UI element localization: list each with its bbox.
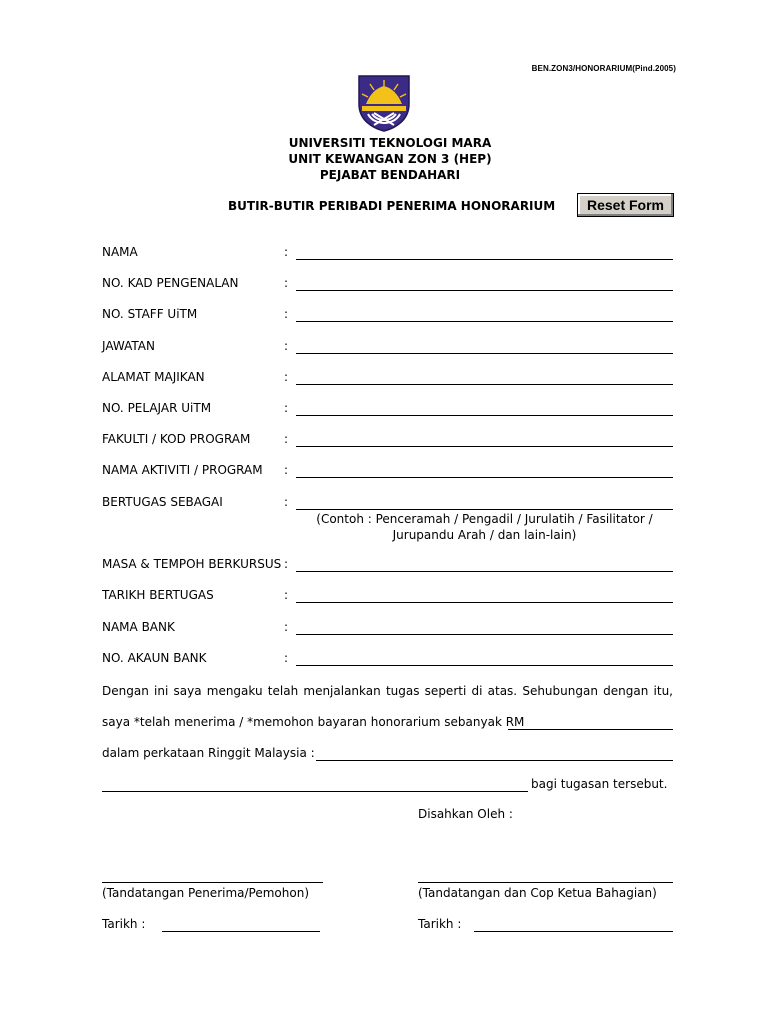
- field-colon: :: [284, 401, 289, 415]
- field-label: NAMA: [102, 245, 138, 259]
- field-input-line[interactable]: [296, 665, 673, 666]
- field-colon: :: [284, 620, 289, 634]
- head-date-label: Tarikh :: [418, 917, 462, 931]
- form-title: BUTIR-BUTIR PERIBADI PENERIMA HONORARIUM: [228, 199, 556, 213]
- recipient-date-label: Tarikh :: [102, 917, 146, 931]
- head-signature-label: (Tandatangan dan Cop Ketua Bahagian): [418, 886, 657, 900]
- institution-header: [0, 135, 768, 183]
- field-row: [0, 339, 768, 357]
- recipient-date-field[interactable]: [162, 931, 320, 932]
- field-input-line[interactable]: [296, 602, 673, 603]
- university-name: UNIVERSITI TEKNOLOGI MARA: [288, 136, 492, 150]
- field-label: MASA & TEMPOH BERKURSUS: [102, 557, 282, 571]
- field-row: [0, 276, 768, 294]
- field-colon: :: [284, 432, 289, 446]
- field-input-line[interactable]: [296, 509, 673, 510]
- recipient-signature-field[interactable]: [102, 882, 323, 883]
- field-row: [0, 401, 768, 419]
- field-label: TARIKH BERTUGAS: [102, 588, 214, 602]
- uitm-crest-logo: [356, 74, 412, 132]
- field-colon: :: [284, 463, 289, 477]
- field-label: FAKULTI / KOD PROGRAM: [102, 432, 251, 446]
- field-row: [0, 370, 768, 388]
- field-colon: :: [284, 276, 289, 290]
- role-examples-line-2: Jurupandu Arah / dan lain-lain): [392, 528, 577, 542]
- field-label: NO. PELAJAR UiTM: [102, 401, 212, 415]
- field-input-line[interactable]: [296, 321, 673, 322]
- field-colon: :: [284, 245, 289, 259]
- verified-by-label: Disahkan Oleh :: [418, 807, 513, 821]
- field-row: [0, 307, 768, 325]
- head-signature-field[interactable]: [418, 882, 673, 883]
- field-label: NO. KAD PENGENALAN: [102, 276, 239, 290]
- field-row: [0, 620, 768, 638]
- field-colon: :: [284, 588, 289, 602]
- field-input-line[interactable]: [296, 353, 673, 354]
- declaration-line-3: dalam perkataan Ringgit Malaysia :: [102, 746, 315, 760]
- field-colon: :: [284, 370, 289, 384]
- field-input-line[interactable]: [296, 446, 673, 447]
- field-input-line[interactable]: [296, 571, 673, 572]
- field-label: NAMA BANK: [102, 620, 175, 634]
- field-row: [0, 245, 768, 263]
- declaration-text-1: Dengan ini saya mengaku telah menjalankan tugas seperti di atas. Sehubungan dengan itu,: [102, 684, 673, 698]
- role-examples-line-1: (Contoh : Penceramah / Pengadil / Jurulatih / Fasilitator /: [316, 512, 653, 526]
- field-colon: :: [284, 339, 289, 353]
- field-label: NO. STAFF UiTM: [102, 307, 198, 321]
- field-input-line[interactable]: [296, 634, 673, 635]
- role-examples-hint: [296, 511, 673, 543]
- field-input-line[interactable]: [296, 415, 673, 416]
- declaration-line-4: bagi tugasan tersebut.: [531, 777, 668, 791]
- field-label: NAMA AKTIVITI / PROGRAM: [102, 463, 263, 477]
- field-colon: :: [284, 557, 289, 571]
- field-input-line[interactable]: [296, 477, 673, 478]
- unit-name: UNIT KEWANGAN ZON 3 (HEP): [288, 152, 492, 166]
- field-label: BERTUGAS SEBAGAI: [102, 495, 223, 509]
- office-name: PEJABAT BENDAHARI: [319, 168, 461, 182]
- amount-in-words-continuation-field[interactable]: [102, 791, 528, 792]
- field-label: ALAMAT MAJIKAN: [102, 370, 205, 384]
- amount-rm-field[interactable]: [508, 729, 673, 730]
- field-label: JAWATAN: [102, 339, 155, 353]
- field-input-line[interactable]: [296, 384, 673, 385]
- amount-in-words-field[interactable]: [316, 760, 673, 761]
- field-label: NO. AKAUN BANK: [102, 651, 207, 665]
- field-colon: :: [284, 307, 289, 321]
- field-input-line[interactable]: [296, 290, 673, 291]
- field-colon: :: [284, 495, 289, 509]
- field-row: [0, 463, 768, 481]
- declaration-line-2: saya *telah menerima / *memohon bayaran honorarium sebanyak RM: [102, 715, 525, 729]
- field-colon: :: [284, 651, 289, 665]
- field-row: [0, 588, 768, 606]
- field-input-line[interactable]: [296, 259, 673, 260]
- field-row: [0, 557, 768, 575]
- declaration-line-1: [102, 684, 673, 698]
- reset-form-button[interactable]: Reset Form: [577, 193, 674, 217]
- recipient-signature-label: (Tandatangan Penerima/Pemohon): [102, 886, 309, 900]
- field-row: [0, 651, 768, 669]
- head-date-field[interactable]: [474, 931, 673, 932]
- field-row: [0, 432, 768, 450]
- document-reference: BEN.ZON3/HONORARIUM(Pind.2005): [531, 64, 676, 73]
